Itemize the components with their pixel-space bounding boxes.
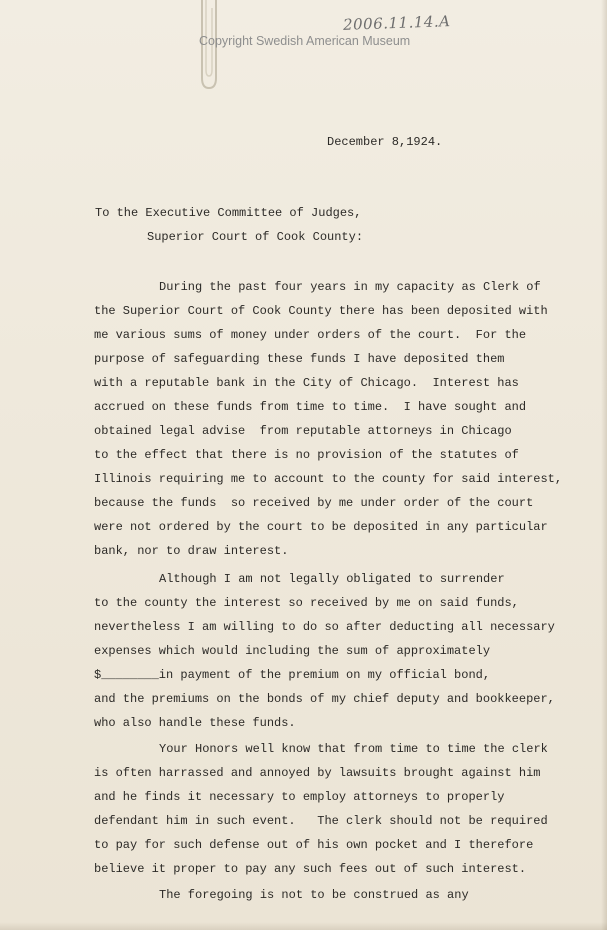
- body-line: accrued on these funds from time to time. I have sought and: [94, 400, 527, 414]
- body-line: the Superior Court of Cook County there has been deposited with: [94, 304, 548, 318]
- body-line: who also handle these funds.: [94, 716, 296, 730]
- body-line: to the effect that there is no provision of the statutes of: [94, 448, 519, 462]
- body-line: to the county the interest so received by me on said funds,: [94, 596, 519, 610]
- body-line: $________in payment of the premium on my official bond,: [94, 668, 491, 682]
- paper-edge-shadow: [0, 922, 607, 930]
- body-line: Although I am not legally obligated to surrender: [159, 572, 505, 586]
- paper-edge-shadow: [601, 0, 607, 930]
- body-line: bank, nor to draw interest.: [94, 544, 289, 558]
- body-line: obtained legal advise from reputable attorneys in Chicago: [94, 424, 512, 438]
- body-line: defendant him in such event. The clerk should not be required: [94, 814, 548, 828]
- body-line: purpose of safeguarding these funds I have deposited them: [94, 352, 505, 366]
- body-line: expenses which would including the sum of approximately: [94, 644, 491, 658]
- body-line: During the past four years in my capacity as Clerk of: [159, 280, 541, 294]
- body-line: and the premiums on the bonds of my chief deputy and bookkeeper,: [94, 692, 555, 706]
- body-line: Your Honors well know that from time to time the clerk: [159, 742, 548, 756]
- body-line: is often harrassed and annoyed by lawsuits brought against him: [94, 766, 541, 780]
- body-line: nevertheless I am willing to do so after deducting all necessary: [94, 620, 555, 634]
- copyright-watermark: Copyright Swedish American Museum: [199, 34, 411, 48]
- salutation-line: To the Executive Committee of Judges,: [95, 206, 362, 220]
- archive-number: 2006.11.14.A: [342, 12, 451, 34]
- body-line: Illinois requiring me to account to the county for said interest,: [94, 472, 563, 486]
- body-line: and he finds it necessary to employ attorneys to properly: [94, 790, 505, 804]
- body-line: because the funds so received by me under order of the court: [94, 496, 534, 510]
- letter-date: December 8,1924.: [327, 135, 443, 149]
- body-line: me various sums of money under orders of the court. For the: [94, 328, 527, 342]
- body-line: The foregoing is not to be construed as any: [159, 888, 469, 902]
- body-line: with a reputable bank in the City of Chicago. Interest has: [94, 376, 519, 390]
- body-line: believe it proper to pay any such fees out of such interest.: [94, 862, 527, 876]
- body-line: were not ordered by the court to be deposited in any particular: [94, 520, 548, 534]
- body-line: to pay for such defense out of his own pocket and I therefore: [94, 838, 534, 852]
- salutation-line: Superior Court of Cook County:: [147, 230, 364, 244]
